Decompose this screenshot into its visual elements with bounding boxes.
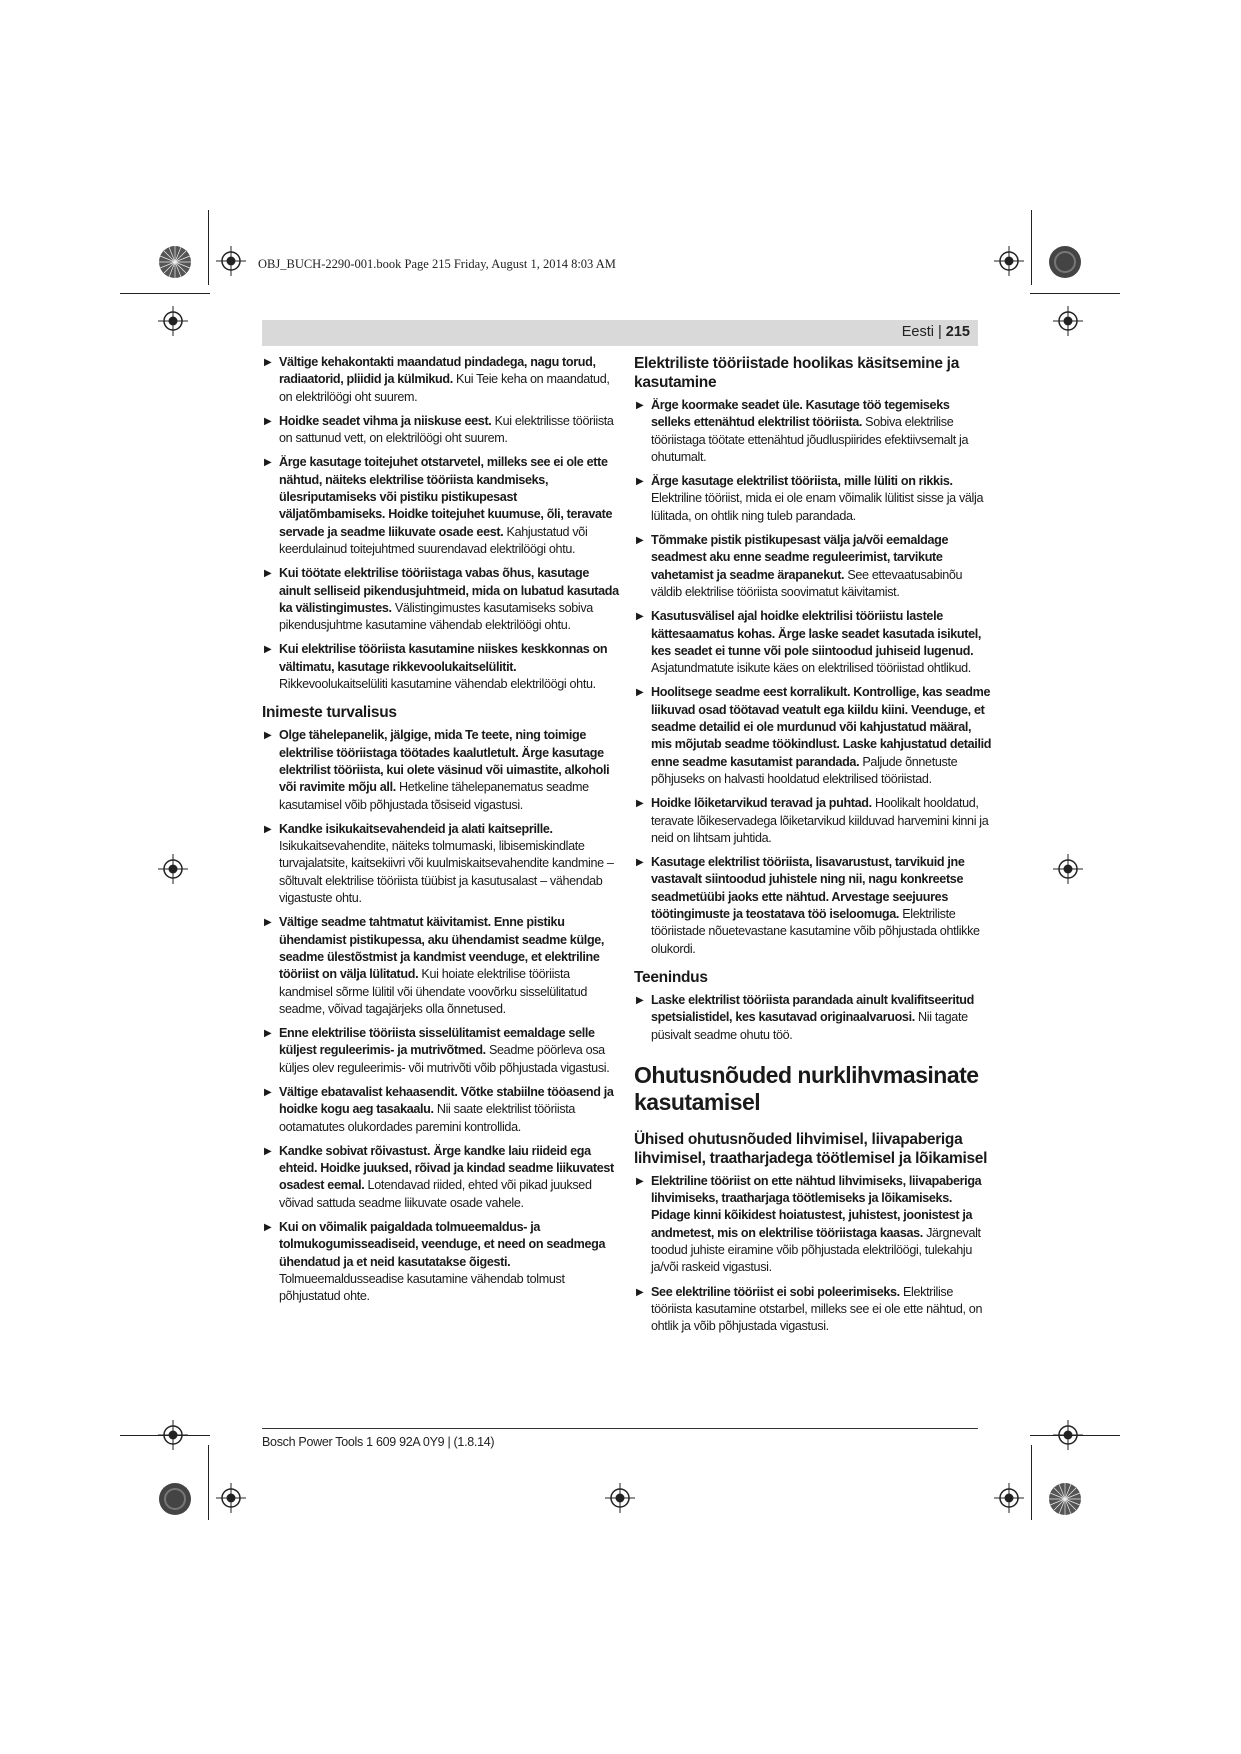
left-items-section	[262, 727, 620, 1305]
item-text: Isikukaitsevahendite, näiteks tolmumaski, libisemiskindlate turvajalatsite, kaitsekiivri või kuulmiskaitsevahendite kandmine – sõltuvalt elektrilise tööriista tüübist ja kasutusalast – vähendab vigastuste ohtu.	[279, 839, 614, 906]
item-bold-text: Vältige kehakontakti maandatud pindadega, nagu torud, radiaatorid, pliidid ja külmikud.	[279, 355, 596, 387]
trim-line	[208, 210, 209, 285]
list-item	[634, 1173, 992, 1277]
right-column	[634, 354, 992, 1342]
left-items-top	[262, 354, 620, 693]
item-bold-text: Ärge kasutage toitejuhet otstarvetel, milleks see ei ole ette nähtud, näiteks elektrilise tööriista kandmiseks, ülesriputamiseks või pistiku pistikupesast väljatõmbamiseks. Hoidke toitejuhet kuumuse, õli, teravate servade ja seadme liikuvate osade eest.	[279, 455, 613, 539]
item-bold-text: Kandke isikukaitsevahendeid ja alati kaitseprille.	[279, 821, 553, 836]
list-item	[262, 354, 620, 406]
list-item	[262, 454, 620, 558]
item-text: Tolmueemaldusseadise kasutamine vähendab tolmust põhjustatud ohte.	[279, 1271, 565, 1304]
list-item	[262, 641, 620, 693]
registration-mark-icon	[1053, 306, 1083, 336]
registration-mark-icon	[158, 854, 188, 884]
item-bold-text: Hoidke seadet vihma ja niiskuse eest.	[279, 413, 492, 428]
right-items-section2	[634, 992, 992, 1044]
right-items-section3	[634, 1173, 992, 1336]
registration-mark-icon	[1053, 1420, 1083, 1450]
item-bold-text: See elektriline tööriist ei sobi poleerimiseks.	[651, 1284, 900, 1299]
bullet-arrow-icon: ▶	[264, 1028, 272, 1040]
item-text: Paljude õnnetuste põhjuseks on halvasti hooldatud elektrilised tööriistad.	[651, 754, 958, 786]
section-title-inimeste-turvalisus: Inimeste turvalisus	[262, 704, 397, 722]
gray-target-icon	[158, 1482, 192, 1516]
footer-rule	[262, 1428, 978, 1429]
list-item	[262, 413, 620, 448]
list-item	[262, 727, 620, 813]
list-item	[262, 821, 620, 907]
page-header	[262, 320, 978, 346]
header-text	[902, 324, 970, 340]
item-bold-text: Ärge kasutage elektrilist tööriista, mille lüliti on rikkis.	[651, 474, 953, 489]
list-item	[634, 795, 992, 847]
header-language: Eesti	[901, 324, 935, 340]
registration-mark-icon	[994, 1483, 1024, 1513]
item-bold-text: Vältige seadme tahtmatut käivitamist. Enne pistiku ühendamist pistikupessa, aku ühendamist seadme külge, seadme ülestõstmist ja kandmist veenduge, et elektriline tööriist on välja lülitatud.	[279, 915, 605, 982]
bullet-arrow-icon: ▶	[264, 730, 272, 742]
bullet-arrow-icon: ▶	[264, 644, 272, 656]
item-text: Nii saate elektrilist tööriista ootamatutes olukordades paremini kontrollida.	[279, 1102, 576, 1134]
registration-mark-icon	[216, 1483, 246, 1513]
header-separator: |	[938, 324, 942, 340]
page-number: 215	[945, 324, 970, 340]
registration-mark-icon	[994, 246, 1024, 276]
item-text: Kui elektrilisse tööriista on sattunud vett, on elektrilöögi oht suurem.	[279, 413, 614, 446]
star-target-icon	[158, 245, 192, 279]
registration-mark-icon	[158, 1420, 188, 1450]
gray-target-icon	[1048, 245, 1082, 279]
list-item	[634, 684, 992, 788]
registration-mark-icon	[216, 246, 246, 276]
bullet-arrow-icon: ▶	[636, 400, 644, 411]
item-bold-text: Tõmmake pistik pistikupesast välja ja/või eemaldage seadmest aku enne seadme reguleerimist, tarvikute vahetamist ja seadme ärapanekut.	[651, 533, 949, 582]
list-item	[634, 608, 992, 677]
bullet-arrow-icon: ▶	[636, 476, 644, 488]
item-text: Elektriliste tööriistade nõuetevastane kasutamine võib põhjustada ohtlikke olukordi.	[651, 907, 980, 956]
list-item	[262, 914, 620, 1018]
list-item	[634, 532, 992, 601]
section-title-uhised-ohutusnouded: Ühised ohutusnõuded lihvimisel, liivapaberiga lihvimisel, traatharjadega töötlemisel ja lõikamisel	[634, 1130, 988, 1167]
bullet-arrow-icon: ▶	[264, 568, 272, 580]
item-bold-text: Olge tähelepanelik, jälgige, mida Te teete, ning toimige elektrilise tööriistaga töötades kaalutletult. Ärge kasutage elektrilist tööriista, kui olete väsinud või uimastite, alkoholi või ravimite mõju all.	[279, 728, 610, 795]
item-text: Lotendavad riided, ehted või pikad juuksed võivad sattuda seadme liikuvate osade vahele.	[279, 1178, 592, 1210]
trim-line	[208, 1445, 209, 1520]
bullet-arrow-icon: ▶	[264, 1086, 272, 1098]
bullet-arrow-icon: ▶	[264, 917, 272, 929]
footer-text: Bosch Power Tools 1 609 92A 0Y9 | (1.8.14)	[262, 1435, 495, 1449]
list-item	[262, 1025, 620, 1077]
list-item	[634, 397, 992, 466]
item-text: Elektrilise tööriista kasutamine otstarbel, milleks see ei ole ette nähtud, on ohtlik ja võib põhjustada vigastusi.	[651, 1284, 983, 1334]
trim-line	[1031, 1445, 1032, 1520]
item-text: Kui hoiate elektrilise tööriista kandmisel sõrme lülitil või ühendate voovõrku sisselülitatud seadme, võivad tagajärjeks olla õnnetused.	[279, 967, 587, 1016]
item-text: Rikkevoolukaitselüliti kasutamine vähendab elektrilöögi ohtu.	[279, 677, 596, 692]
list-item	[634, 473, 992, 525]
list-item	[262, 1084, 620, 1136]
item-bold-text: Hoidke lõiketarvikud teravad ja puhtad.	[651, 796, 872, 811]
item-text: Järgnevalt toodud juhiste eiramine võib põhjustada elektrilöögi, tulekahju ja/või raskeid vigastusi.	[651, 1225, 981, 1275]
bullet-arrow-icon: ▶	[264, 357, 272, 368]
star-target-icon	[1048, 1482, 1082, 1516]
list-item	[634, 1284, 992, 1336]
bullet-arrow-icon: ▶	[264, 823, 272, 835]
bullet-arrow-icon: ▶	[636, 611, 644, 623]
item-text: Sobiva elektrilise tööriistaga töötate ettenähtud jõudluspiirides efektiivsemalt ja ohutumalt.	[651, 415, 969, 464]
item-bold-text: Kasutusvälisel ajal hoidke elektrilisi tööriistu lastele kättesaamatus kohas. Ärge laske seadet kasutada isikutel, kes seadet ei tunne või pole siintoodud juhiseid lugenud.	[651, 609, 982, 658]
left-column	[262, 354, 620, 1313]
item-text: Hoolikalt hooldatud, teravate lõikeservadega lõiketarvikud kiilduvad harvemini kinni ja neid on lihtsam juhtida.	[651, 796, 989, 845]
section-title-teenindus: Teenindus	[634, 968, 708, 986]
item-text: Seadme pöörleva osa küljes olev reguleerimis- või mutrivõti võib põhjustada vigastusi.	[279, 1043, 610, 1075]
trim-line	[1031, 210, 1032, 285]
main-title: Ohutusnõuded nurklihvmasinate kasutamisel	[634, 1061, 979, 1115]
registration-mark-icon	[158, 306, 188, 336]
item-bold-text: Kasutage elektrilist tööriista, lisavarustust, tarvikuid jne vastavalt siintoodud juhistele ning nii, nagu konkreetse seadmetüübi jaoks ette nähtud. Arvestage seejuures töötingimuste ja teostatava töö iseloomuga.	[651, 855, 965, 922]
item-text: Välistingimustes kasutamiseks sobiva pikendusjuhtme kasutamine vähendab elektrilöögi ohtu.	[279, 600, 593, 633]
item-text: See ettevaatusabinõu väldib elektrilise tööriista soovimatut käivitamist.	[651, 567, 963, 599]
bullet-arrow-icon: ▶	[264, 1222, 272, 1234]
trim-line	[120, 293, 210, 294]
trim-line	[1030, 293, 1120, 294]
bullet-arrow-icon: ▶	[636, 687, 644, 699]
item-bold-text: Kandke sobivat rõivastust. Ärge kandke laiu riideid ega ehteid. Hoidke juuksed, rõivad ja kindad seadme liikuvatest osadest eemal.	[279, 1143, 614, 1193]
item-text: Kui Teie keha on maandatud, on elektrilöögi oht suurem.	[279, 372, 610, 404]
item-bold-text: Laske elektrilist tööriista parandada ainult kvalifitseeritud spetsialistidel, kes kasutavad originaalvaruosi.	[651, 992, 974, 1025]
item-text: Nii tagate püsivalt seadme ohutu töö.	[651, 1010, 968, 1042]
item-text: Kahjustatud või keerdulainud toitejuhtmed suurendavad elektrilöögi ohtu.	[279, 524, 588, 556]
item-text: Asjatundmatute isikute käes on elektrilised tööriistad ohtlikud.	[651, 661, 971, 676]
bullet-arrow-icon: ▶	[636, 857, 644, 869]
bullet-arrow-icon: ▶	[636, 535, 644, 547]
item-bold-text: Ärge koormake seadet üle. Kasutage töö tegemiseks selleks ettenähtud elektrilist tööriista.	[651, 398, 950, 430]
right-items-section1	[634, 397, 992, 958]
registration-mark-icon	[1053, 854, 1083, 884]
list-item	[262, 565, 620, 634]
bullet-arrow-icon: ▶	[636, 798, 644, 810]
section-title-hoolikas-kasitsemine: Elektriliste tööriistade hoolikas käsitsemine ja kasutamine	[634, 355, 960, 391]
bullet-arrow-icon: ▶	[636, 1175, 644, 1187]
bullet-arrow-icon: ▶	[264, 1145, 272, 1157]
list-item	[262, 1219, 620, 1305]
registration-mark-icon	[605, 1483, 635, 1513]
item-bold-text: Vältige ebatavalist kehaasendit. Võtke stabiilne tööasend ja hoidke kogu aeg tasakaalu.	[279, 1084, 614, 1117]
list-item	[634, 854, 992, 958]
bullet-arrow-icon: ▶	[636, 994, 644, 1006]
item-bold-text: Elektriline tööriist on ette nähtud lihvimiseks, liivapaberiga lihvimiseks, traatharjaga töötlemiseks ja lõikamiseks. Pidage kinni kõikidest hoiatustest, juhistest, joonistest ja andmetest, mis on elektrilise tööriistaga kaasas.	[651, 1173, 982, 1240]
bullet-arrow-icon: ▶	[264, 457, 272, 469]
item-bold-text: Kui on võimalik paigaldada tolmueemaldus- ja tolmukogumisseadiseid, veenduge, et need on seadmega ühendatud ja et neid kasutatakse õigesti.	[279, 1220, 606, 1269]
list-item	[262, 1143, 620, 1212]
bullet-arrow-icon: ▶	[636, 1286, 644, 1298]
print-info-line: OBJ_BUCH-2290-001.book Page 215 Friday, August 1, 2014 8:03 AM	[258, 257, 616, 271]
item-text: Elektriline tööriist, mida ei ole enam võimalik lülitist sisse ja välja lülitada, on ohtlik ning tuleb parandada.	[651, 491, 984, 523]
list-item	[634, 992, 992, 1044]
item-bold-text: Enne elektrilise tööriista sisselülitamist eemaldage selle küljest reguleerimis- ja mutrivõtmed.	[279, 1026, 595, 1058]
item-bold-text: Hoolitsege seadme eest korralikult. Kontrollige, kas seadme liikuvad osad töötavad veatult ega kiildu kiini. Veenduge, et seadme detailid ei ole murdunud või kahjustatud määral, mis mõjutab seadme töökindlust. Laske kahjustatud detailid enne seadme kasutamist parandada.	[651, 685, 992, 769]
item-bold-text: Kui töötate elektrilise tööriistaga vabas õhus, kasutage ainult selliseid pikendusjuhtmeid, mida on lubatud kasutada ka välistingimustes.	[279, 566, 619, 615]
bullet-arrow-icon: ▶	[264, 415, 272, 427]
item-text: Hetkeline tähelepanematus seadme kasutamisel võib põhjustada tõsiseid vigastusi.	[279, 780, 589, 812]
item-bold-text: Kui elektrilise tööriista kasutamine niiskes keskkonnas on vältimatu, kasutage rikkevoolukaitselülitit.	[279, 642, 608, 674]
